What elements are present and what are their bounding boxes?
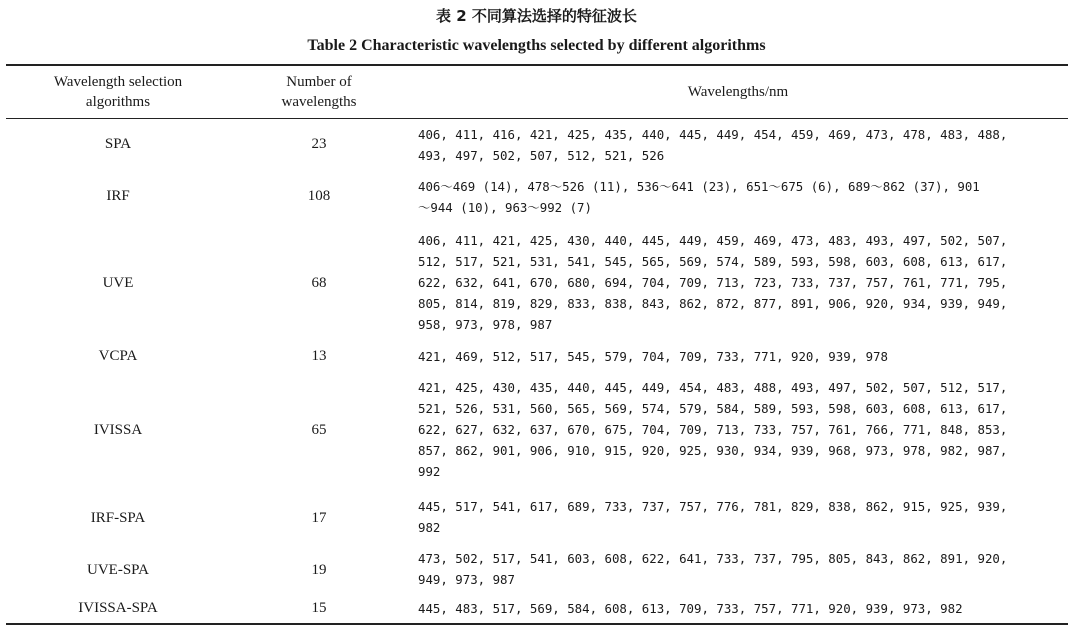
row-irf-spa-wavelengths: 445, 517, 541, 617, 689, 733, 737, 757, 776, 781, 829, 838, 862, 915, 925, 939, 982 <box>418 499 1008 535</box>
table-header-rule <box>6 118 1068 119</box>
row-uve-spa-algorithm: UVE-SPA <box>87 562 149 578</box>
header-algorithm: Wavelength selection algorithms <box>53 74 183 110</box>
row-spa-count: 23 <box>311 136 327 152</box>
header-wavelengths: Wavelengths/nm <box>687 84 789 100</box>
row-vcpa-count: 13 <box>311 348 327 364</box>
row-spa-wavelengths: 406, 411, 416, 421, 425, 435, 440, 445, 449, 454, 459, 469, 473, 478, 483, 488, 493, 497, 502, 507, 512, 521, 526 <box>418 127 1008 163</box>
row-vcpa-wavelengths: 421, 469, 512, 517, 545, 579, 704, 709, 733, 771, 920, 939, 978 <box>418 349 888 364</box>
row-irf-algorithm: IRF <box>106 188 130 204</box>
table-bottom-rule <box>6 623 1068 625</box>
row-spa-algorithm: SPA <box>104 136 132 152</box>
row-uve-wavelengths: 406, 411, 421, 425, 430, 440, 445, 449, 459, 469, 473, 483, 493, 497, 502, 507, 512, 517, 521, 531, 541, 545, 565, 569, 574, 589, 593, 598, 603, 608, 613, 617, 622, 632, 641, 670, 680, 694, 704, 709, 713, 723, 733, 737, 757, 761, 771, 795, 805, 814, 819, 829, 833, 838, 843, 862, 872, 877, 891, 906, 920, 934, 939, 949, 958, 973, 978, 987 <box>418 233 1008 332</box>
row-irf-count: 108 <box>307 188 331 204</box>
row-ivissa-algorithm: IVISSA <box>93 422 143 438</box>
row-ivissa-spa-count: 15 <box>311 600 327 616</box>
row-irf-wavelengths: 406～469 (14), 478～526 (11), 536～641 (23), 651～675 (6), 689～862 (37), 901 ～944 (10), 963～992 (7) <box>418 179 980 215</box>
row-ivissa-spa-wavelengths: 445, 483, 517, 569, 584, 608, 613, 709, 733, 757, 771, 920, 939, 973, 982 <box>418 601 963 616</box>
table-top-rule <box>6 64 1068 66</box>
row-ivissa-wavelengths: 421, 425, 430, 435, 440, 445, 449, 454, 483, 488, 493, 497, 502, 507, 512, 517, 521, 526, 531, 560, 565, 569, 574, 579, 584, 589, 593, 598, 603, 608, 613, 617, 622, 627, 632, 637, 670, 675, 704, 709, 713, 733, 757, 761, 766, 771, 848, 853, 857, 862, 901, 906, 910, 915, 920, 925, 930, 934, 939, 968, 973, 978, 982, 987, 992 <box>418 380 1008 479</box>
row-irf-spa-count: 17 <box>311 510 327 526</box>
header-count: Number of wavelengths <box>281 74 357 110</box>
table-caption-english: Table 2 Characteristic wavelengths selected by different algorithms <box>307 37 766 54</box>
row-ivissa-count: 65 <box>311 422 327 438</box>
row-irf-spa-algorithm: IRF-SPA <box>90 510 146 526</box>
row-uve-spa-wavelengths: 473, 502, 517, 541, 603, 608, 622, 641, 733, 737, 795, 805, 843, 862, 891, 920, 949, 973, 987 <box>418 551 1008 587</box>
row-uve-spa-count: 19 <box>311 562 327 578</box>
table-caption-chinese: 表 2 不同算法选择的特征波长 <box>436 7 637 25</box>
row-uve-algorithm: UVE <box>102 275 134 291</box>
row-uve-count: 68 <box>311 275 327 291</box>
row-ivissa-spa-algorithm: IVISSA-SPA <box>78 600 158 616</box>
row-vcpa-algorithm: VCPA <box>98 348 138 364</box>
